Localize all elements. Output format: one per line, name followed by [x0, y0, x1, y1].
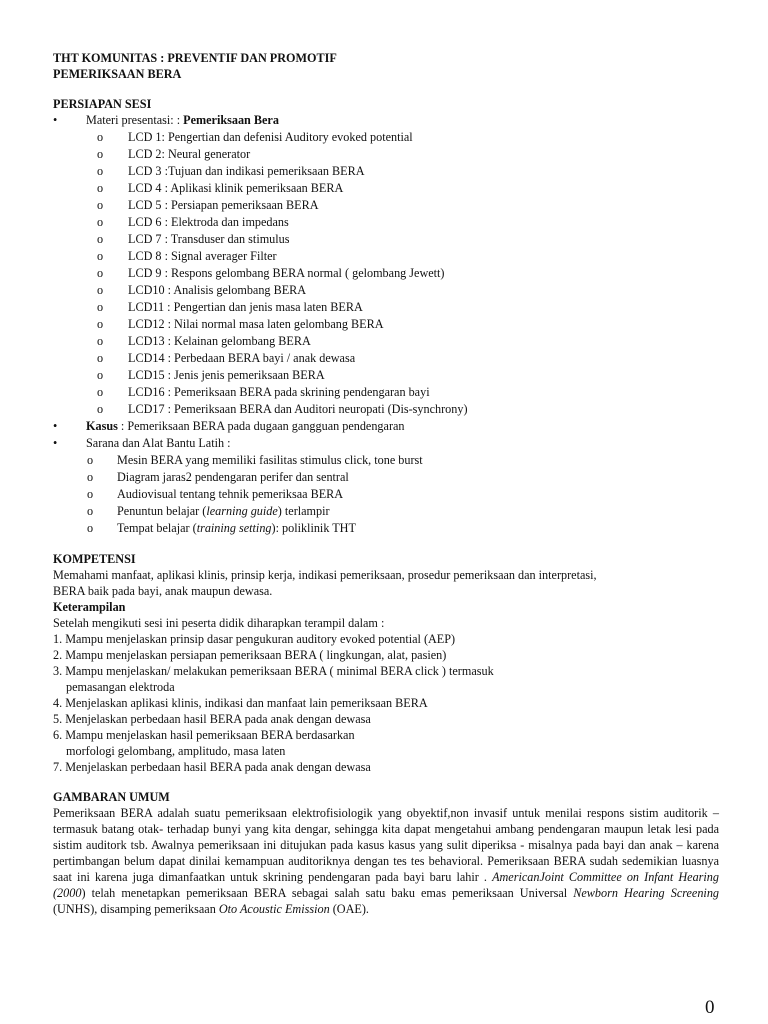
- list-item: 6. Mampu menjelaskan hasil pemeriksaan BERA berdasarkan: [53, 728, 355, 742]
- sarana-list: [53, 452, 719, 537]
- sarana-item: o Diagram jaras2 pendengaran perifer dan sentral: [87, 470, 349, 484]
- lcd-item: o LCD 7 : Transduser dan stimulus: [97, 232, 290, 246]
- sub-bullet-icon: o: [97, 351, 104, 365]
- persiapan-heading: PERSIAPAN SESI: [53, 97, 152, 111]
- sarana-bullet-item: [53, 435, 719, 452]
- lcd-item: o LCD16 : Pemeriksaan BERA pada skrining pendengaran bayi: [97, 385, 430, 399]
- sub-bullet-icon: o: [97, 368, 104, 382]
- sarana-item: o Penuntun belajar (learning guide) terlampir: [87, 504, 330, 518]
- keterampilan-list: [53, 631, 719, 775]
- lcd-item: o LCD10 : Analisis gelombang BERA: [97, 283, 307, 297]
- kasus-text: : Pemeriksaan BERA pada dugaan gangguan pendengaran: [117, 419, 405, 433]
- kompetensi-heading: KOMPETENSI: [53, 552, 136, 566]
- sub-bullet-icon: o: [97, 300, 104, 314]
- sarana-item: o Tempat belajar (training setting): poliklinik THT: [87, 521, 356, 535]
- sub-bullet-icon: o: [97, 232, 104, 246]
- lcd-item: o LCD 2: Neural generator: [97, 147, 251, 161]
- sub-bullet-icon: o: [97, 181, 104, 195]
- sub-bullet-icon: o: [87, 521, 94, 535]
- sub-bullet-icon: o: [87, 487, 94, 501]
- kompetensi-text: Memahami manfaat, aplikasi klinis, prinsip kerja, indikasi pemeriksaan, prosedur pemeriksaan dan interpretasi,: [53, 568, 597, 582]
- gambaran-paragraph: Pemeriksaan BERA adalah suatu pemeriksaan elektrofisiologik yang obyektif,non invasif untuk menilai respons sistim auditorik – termasuk batang otak- terhadap bunyi yang kita dengar, sehingga kita dapat mengetahui ambang pendengaran maupun letak lesi pada sistim auditork tsb. Awalnya pemeriksaan ini ditujukan pada kasus kasus yang sulit diperiksa - misalnya pada bayi dan anak – karena pertimbangan belum dapat dinilai kemampuan auditoriknya dengan tes tes behavioral. Pemeriksaan BERA sudah sedemikian luasnya saat ini karena juga dimanfaatkan untuk skrining pendengaran pada bayi baru lahir . AmericanJoint Committee on Infant Hearing (2000) telah menetapkan pemeriksaan BERA sebagai salah satu baku emas pemeriksaan Universal Newborn Hearing Screening (UNHS), disamping pemeriksaan Oto Acoustic Emission (OAE).: [53, 806, 720, 916]
- lcd-item: o LCD15 : Jenis jenis pemeriksaan BERA: [97, 368, 325, 382]
- document-subtitle: PEMERIKSAAN BERA: [53, 67, 182, 81]
- list-item: 5. Menjelaskan perbedaan hasil BERA pada anak dengan dewasa: [53, 712, 371, 726]
- list-item-continuation: pemasangan elektroda: [66, 680, 175, 694]
- kompetensi-text: BERA baik pada bayi, anak maupun dewasa.: [53, 584, 273, 598]
- sub-bullet-icon: o: [87, 504, 94, 518]
- sub-bullet-icon: o: [97, 402, 104, 416]
- bullet-icon: •: [53, 113, 58, 127]
- lcd-item: o LCD 3 :Tujuan dan indikasi pemeriksaan BERA: [97, 164, 365, 178]
- lcd-list: [53, 129, 719, 418]
- lcd-item: o LCD 6 : Elektroda dan impedans: [97, 215, 289, 229]
- sub-bullet-icon: o: [97, 130, 104, 144]
- lcd-item: o LCD 5 : Persiapan pemeriksaan BERA: [97, 198, 319, 212]
- list-item-continuation: morfologi gelombang, amplitudo, masa laten: [66, 744, 286, 758]
- sub-bullet-icon: o: [97, 385, 104, 399]
- sub-bullet-icon: o: [97, 147, 104, 161]
- lcd-item: o LCD12 : Nilai normal masa laten gelombang BERA: [97, 317, 384, 331]
- lcd-item: o LCD14 : Perbedaan BERA bayi / anak dewasa: [97, 351, 356, 365]
- sub-bullet-icon: o: [97, 215, 104, 229]
- lcd-item: o LCD 4 : Aplikasi klinik pemeriksaan BERA: [97, 181, 344, 195]
- sub-bullet-icon: o: [97, 317, 104, 331]
- materi-label: Materi presentasi: :: [86, 113, 181, 127]
- list-item: 7. Menjelaskan perbedaan hasil BERA pada anak dengan dewasa: [53, 760, 371, 774]
- lcd-item: o LCD17 : Pemeriksaan BERA dan Auditori neuropati (Dis-synchrony): [97, 402, 468, 416]
- bullet-icon: •: [53, 419, 58, 433]
- bullet-icon: •: [53, 436, 58, 450]
- document-title: THT KOMUNITAS : PREVENTIF DAN PROMOTIF: [53, 51, 337, 65]
- sub-bullet-icon: o: [97, 249, 104, 263]
- sub-bullet-icon: o: [97, 198, 104, 212]
- lcd-item: o LCD11 : Pengertian dan jenis masa laten BERA: [97, 300, 363, 314]
- materi-topic: Pemeriksaan Bera: [183, 113, 279, 127]
- lcd-item: o LCD13 : Kelainan gelombang BERA: [97, 334, 311, 348]
- gambaran-heading: GAMBARAN UMUM: [53, 790, 170, 804]
- keterampilan-intro: Setelah mengikuti sesi ini peserta didik diharapkan terampil dalam :: [53, 616, 385, 630]
- lcd-item: o LCD 8 : Signal averager Filter: [97, 249, 277, 263]
- materi-bullet-item: [53, 112, 719, 129]
- lcd-item: o LCD 1: Pengertian dan defenisi Auditory evoked potential: [97, 130, 413, 144]
- sub-bullet-icon: o: [87, 453, 94, 467]
- sub-bullet-icon: o: [87, 470, 94, 484]
- sarana-item: o Audiovisual tentang tehnik pemeriksaa BERA: [87, 487, 344, 501]
- sub-bullet-icon: o: [97, 334, 104, 348]
- list-item: 4. Menjelaskan aplikasi klinis, indikasi dan manfaat lain pemeriksaan BERA: [53, 696, 428, 710]
- lcd-item: o LCD 9 : Respons gelombang BERA normal ( gelombang Jewett): [97, 266, 445, 280]
- keterampilan-heading: Keterampilan: [53, 600, 126, 614]
- list-item: 2. Mampu menjelaskan persiapan pemeriksaan BERA ( lingkungan, alat, pasien): [53, 648, 447, 662]
- sarana-item: o Mesin BERA yang memiliki fasilitas stimulus click, tone burst: [87, 453, 423, 467]
- kasus-label: Kasus: [86, 419, 118, 433]
- sarana-label: Sarana dan Alat Bantu Latih :: [86, 436, 231, 450]
- list-item: 3. Mampu menjelaskan/ melakukan pemeriksaan BERA ( minimal BERA click ) termasuk: [53, 664, 494, 678]
- page-number: 0: [705, 997, 715, 1018]
- list-item: 1. Mampu menjelaskan prinsip dasar pengukuran auditory evoked potential (AEP): [53, 632, 456, 646]
- sub-bullet-icon: o: [97, 164, 104, 178]
- sub-bullet-icon: o: [97, 283, 104, 297]
- document-page: [53, 50, 719, 917]
- kasus-bullet-item: [53, 418, 719, 435]
- sub-bullet-icon: o: [97, 266, 104, 280]
